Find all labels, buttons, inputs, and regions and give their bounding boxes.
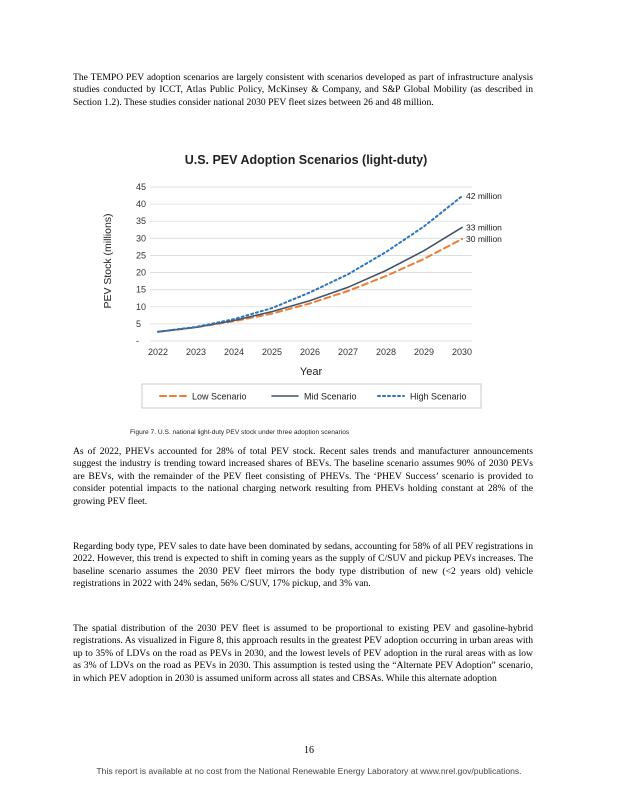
x-tick-label: 2025 — [261, 347, 283, 357]
x-tick-label: 2028 — [375, 347, 397, 357]
footer-note: This report is available at no cost from the National Renewable Energy Laboratory at www.nrel.gov/publications. — [96, 766, 522, 776]
chart-title: U.S. PEV Adoption Scenarios (light-duty) — [184, 153, 428, 167]
figure-caption: Figure 7. U.S. national light-duty PEV stock under three adoption scenarios — [130, 429, 350, 436]
y-tick-label: 20 — [136, 267, 147, 278]
y-tick-label: 15 — [136, 284, 147, 295]
y-axis-ticks — [136, 182, 146, 346]
x-tick-label: 2023 — [185, 347, 207, 357]
series-line-mid-scenario — [158, 227, 462, 331]
y-tick-label: 35 — [136, 216, 147, 227]
x-tick-label: 2026 — [299, 347, 321, 357]
series-end-label: 33 million — [466, 222, 502, 233]
x-tick-label: 2022 — [147, 347, 169, 357]
y-tick-label: 5 — [136, 318, 142, 329]
y-tick-label: 40 — [136, 199, 147, 210]
phev-share-paragraph: As of 2022, PHEVs accounted for 28% of total PEV stock. Recent sales trends and manufacturer announcements suggest the industry is trending toward increased shares of BEVs. The baseline scenario assumes 90% of 2030 PEVs are BEVs, with the remainder of the PEV fleet consisting of PHEVs. The ‘PHEV Success’ scenario is provided to consider potential impacts to the national charging network resulting from PHEVs holding constant at 28% of the growing PEV fleet. — [73, 446, 533, 507]
gridlines — [150, 187, 472, 341]
y-tick-label: 30 — [136, 233, 147, 244]
series-line-low-scenario — [158, 239, 462, 332]
legend-label: Mid Scenario — [304, 391, 357, 402]
y-tick-label: 45 — [136, 182, 147, 192]
intro-paragraph: The TEMPO PEV adoption scenarios are largely consistent with scenarios developed as part of infrastructure analysis studies conducted by ICCT, Atlas Public Policy, McKinsey & Company, and S&P Global Mobility (as described in Section 1.2). These studies consider national 2030 PEV fleet sizes between 26 and 48 million. — [73, 72, 533, 108]
y-tick-label: - — [136, 336, 139, 346]
x-tick-label: 2029 — [413, 347, 435, 357]
y-tick-label: 10 — [136, 301, 147, 312]
spatial-distribution-paragraph: The spatial distribution of the 2030 PEV fleet is assumed to be proportional to existing PEV and gasoline-hybrid registrations. As visualized in Figure 8, this approach results in the greatest PEV adoption occurring in urban areas with up to 35% of LDVs on the road as PEVs in 2030, and the lowest levels of PEV adoption in the rural areas with as low as 3% of LDVs on the road as PEVs in 2030. This assumption is tested using the “Alternate PEV Adoption” scenario, in which PEV adoption in 2030 is assumed uniform across all states and CBSAs. While this alternate adoption — [73, 623, 533, 684]
end-labels — [466, 191, 502, 244]
x-axis-ticks — [148, 347, 472, 357]
y-tick-label: 25 — [136, 250, 147, 261]
legend-label: Low Scenario — [192, 391, 247, 402]
y-axis-label: PEV Stock (millions) — [102, 213, 114, 309]
series-end-label: 30 million — [466, 234, 502, 245]
series-lines — [158, 196, 462, 332]
x-tick-label: 2030 — [451, 347, 473, 357]
page-number: 16 — [304, 745, 314, 756]
x-axis-label: Year — [299, 366, 323, 378]
series-line-high-scenario — [158, 196, 462, 332]
series-end-label: 42 million — [466, 191, 502, 202]
legend-label: High Scenario — [410, 391, 467, 402]
legend — [142, 384, 481, 408]
x-tick-label: 2024 — [223, 347, 245, 357]
pev-adoption-chart — [100, 147, 520, 412]
body-type-paragraph: Regarding body type, PEV sales to date have been dominated by sedans, accounting for 58% of all PEV registrations in 2022. However, this trend is expected to shift in coming years as the supply of C/SUV and pickup PEVs increases. The baseline scenario assumes the 2030 PEV fleet mirrors the body type distribution of new (<2 years old) vehicle registrations in 2022 with 24% sedan, 56% C/SUV, 17% pickup, and 3% van. — [73, 541, 533, 590]
x-tick-label: 2027 — [337, 347, 359, 357]
